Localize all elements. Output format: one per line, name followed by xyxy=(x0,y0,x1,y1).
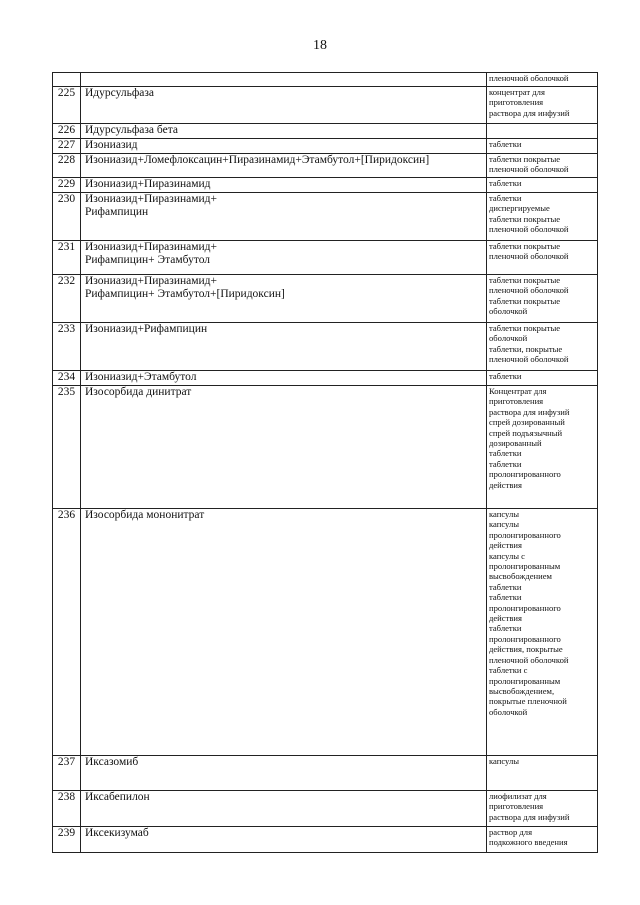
drug-name-cell xyxy=(81,139,487,154)
dosage-form-line: действия xyxy=(489,613,522,624)
dosage-form-line: приготовления xyxy=(489,801,544,812)
table-row xyxy=(53,87,598,124)
dosage-form-line: пролонгированного xyxy=(489,469,561,480)
drug-name-cell xyxy=(81,756,487,791)
dosage-form-line: капсулы xyxy=(489,509,520,519)
dosage-form-line: таблетки xyxy=(489,623,522,634)
row-number: 238 xyxy=(53,791,81,827)
dosage-form-cell xyxy=(487,87,598,124)
dosage-form-cell xyxy=(487,386,598,509)
dosage-form-line: пленочной оболочкой xyxy=(489,164,569,175)
dosage-form-line: пленочной оболочкой xyxy=(489,73,569,83)
drug-name-line: Изониазид+Рифампицин xyxy=(85,323,208,335)
dosage-form-line: капсулы xyxy=(489,519,520,530)
row-number xyxy=(53,73,81,87)
table-row xyxy=(53,193,598,241)
drug-name-line: Иксабепилон xyxy=(85,791,150,803)
table-row xyxy=(53,154,598,178)
row-number: 230 xyxy=(53,193,81,241)
row-number: 227 xyxy=(53,139,81,154)
dosage-form-cell xyxy=(487,275,598,323)
table-row xyxy=(53,791,598,827)
drug-name-line: Рифампицин xyxy=(85,205,149,218)
drug-name-cell xyxy=(81,323,487,371)
dosage-form-line: капсулы xyxy=(489,756,520,766)
drug-name-cell xyxy=(81,509,487,756)
row-number: 226 xyxy=(53,124,81,139)
drug-name-line: Изониазид+Пиразинамид+ xyxy=(85,275,218,287)
table-row xyxy=(53,178,598,193)
dosage-form-cell xyxy=(487,154,598,178)
dosage-form-cell xyxy=(487,139,598,154)
dosage-form-line: таблетки покрытые xyxy=(489,241,561,251)
dosage-form-cell xyxy=(487,509,598,756)
dosage-form-line: таблетки xyxy=(489,371,522,381)
row-number: 236 xyxy=(53,509,81,756)
dosage-form-line: действия xyxy=(489,479,522,490)
dosage-form-line: пленочной оболочкой xyxy=(489,654,569,665)
dosage-form-line: раствора для инфузий xyxy=(489,811,570,822)
drug-name-line: Изониазид+Пиразинамид xyxy=(85,178,211,190)
dosage-form-line: пролонгированным xyxy=(489,561,561,572)
drug-name-line: Изосорбида динитрат xyxy=(85,386,192,398)
table-row xyxy=(53,509,598,756)
dosage-form-line: действия xyxy=(489,540,522,551)
row-number: 229 xyxy=(53,178,81,193)
dosage-form-cell xyxy=(487,193,598,241)
dosage-form-line: таблетки покрытые xyxy=(489,154,561,164)
drug-name-cell xyxy=(81,791,487,827)
drug-name-line: Изониазид+Пиразинамид+ xyxy=(85,193,218,205)
dosage-form-line: раствор для xyxy=(489,827,533,837)
table-row xyxy=(53,275,598,323)
dosage-form-line: концентрат для xyxy=(489,87,545,97)
dosage-form-line: лиофилизат для xyxy=(489,791,547,801)
table-row xyxy=(53,756,598,791)
dosage-form-line: пролонгированным xyxy=(489,675,561,686)
dosage-form-cell xyxy=(487,73,598,87)
dosage-form-cell xyxy=(487,178,598,193)
dosage-form-line: покрытые пленочной xyxy=(489,696,567,707)
dosage-form-cell xyxy=(487,124,598,139)
table-row xyxy=(53,371,598,386)
dosage-form-line: таблетки xyxy=(489,581,522,592)
page-number: 18 xyxy=(313,38,327,53)
dosage-form-line: Концентрат для xyxy=(489,386,547,396)
dosage-form-line: спрей подъязычный xyxy=(489,427,563,438)
dosage-form-line: пленочной оболочкой xyxy=(489,251,569,262)
drug-name-cell xyxy=(81,154,487,178)
dosage-form-line: таблетки xyxy=(489,448,522,459)
drug-name-line: Изосорбида мононитрат xyxy=(85,509,205,521)
dosage-form-cell xyxy=(487,756,598,791)
drug-name-cell xyxy=(81,827,487,853)
dosage-form-cell xyxy=(487,241,598,275)
dosage-form-line: спрей дозированный xyxy=(489,417,565,428)
drug-name-line: Идурсульфаза xyxy=(85,87,155,99)
drug-name-line: Изониазид+Ломефлоксацин+Пиразинамид+Этамбутол+[Пиридоксин] xyxy=(85,154,430,166)
dosage-form-cell xyxy=(487,791,598,827)
row-number: 231 xyxy=(53,241,81,275)
drug-name-line: Иксазомиб xyxy=(85,756,139,768)
row-number: 234 xyxy=(53,371,81,386)
dosage-form-line: пролонгированного xyxy=(489,633,561,644)
dosage-form-line: диспергируемые xyxy=(489,203,550,214)
dosage-form-line: пролонгированного xyxy=(489,529,561,540)
dosage-form-line: раствора для инфузий xyxy=(489,406,570,417)
table-row xyxy=(53,73,598,87)
dosage-form-line: таблетки xyxy=(489,139,522,149)
drug-name-cell xyxy=(81,73,487,87)
dosage-form-line: дозированный xyxy=(489,438,542,449)
dosage-form-line: действия, покрытые xyxy=(489,644,563,655)
drug-name-line: Изониазид+Пиразинамид+ xyxy=(85,241,218,253)
drug-name-line: Рифампицин+ Этамбутол xyxy=(85,253,211,266)
table-row xyxy=(53,124,598,139)
dosage-form-line: таблетки xyxy=(489,178,522,188)
drug-name-line: Идурсульфаза бета xyxy=(85,124,178,136)
dosage-form-line: пролонгированного xyxy=(489,602,561,613)
table-row xyxy=(53,139,598,154)
dosage-form-line: подкожного введения xyxy=(489,837,568,848)
dosage-form-cell xyxy=(487,323,598,371)
row-number: 239 xyxy=(53,827,81,853)
dosage-form-line: приготовления xyxy=(489,396,544,407)
dosage-form-line: оболочкой xyxy=(489,706,528,717)
table-row xyxy=(53,827,598,853)
dosage-form-line: высвобождением xyxy=(489,571,552,582)
dosage-form-cell xyxy=(487,827,598,853)
row-number: 228 xyxy=(53,154,81,178)
drug-name-line: Изониазид xyxy=(85,139,138,151)
dosage-form-line: капсулы с xyxy=(489,550,525,561)
drug-name-cell xyxy=(81,87,487,124)
dosage-form-line: таблетки покрытые xyxy=(489,323,561,333)
table-row xyxy=(53,386,598,509)
dosage-form-line: таблетки xyxy=(489,193,522,203)
dosage-form-line: таблетки с xyxy=(489,665,528,676)
dosage-form-line: пленочной оболочкой xyxy=(489,354,569,365)
dosage-form-line: таблетки xyxy=(489,458,522,469)
dosage-form-line: приготовления xyxy=(489,97,544,108)
drug-name-line: Изониазид+Этамбутол xyxy=(85,371,197,383)
drug-name-line: Иксекизумаб xyxy=(85,827,149,839)
dosage-form-line: таблетки, покрытые xyxy=(489,343,563,354)
dosage-form-line: раствора для инфузий xyxy=(489,107,570,118)
dosage-form-line: таблетки покрытые xyxy=(489,275,561,285)
drug-name-cell xyxy=(81,178,487,193)
dosage-form-line: высвобождением, xyxy=(489,685,555,696)
dosage-form-line: таблетки покрытые xyxy=(489,213,561,224)
dosage-form-line: таблетки xyxy=(489,592,522,603)
table-row xyxy=(53,241,598,275)
row-number: 235 xyxy=(53,386,81,509)
dosage-form-line: пленочной оболочкой xyxy=(489,224,569,235)
row-number: 237 xyxy=(53,756,81,791)
drug-name-line: Рифампицин+ Этамбутол+[Пиридоксин] xyxy=(85,287,285,300)
dosage-form-line: пленочной оболочкой xyxy=(489,285,569,296)
table-row xyxy=(53,323,598,371)
drug-name-cell xyxy=(81,386,487,509)
row-number: 233 xyxy=(53,323,81,371)
dosage-form-line: оболочкой xyxy=(489,306,528,317)
drug-list-table xyxy=(52,72,598,853)
drug-name-cell xyxy=(81,241,487,275)
drug-name-cell xyxy=(81,371,487,386)
drug-name-cell xyxy=(81,124,487,139)
dosage-form-cell xyxy=(487,371,598,386)
row-number: 232 xyxy=(53,275,81,323)
dosage-form-line: таблетки покрытые xyxy=(489,295,561,306)
row-number: 225 xyxy=(53,87,81,124)
drug-name-cell xyxy=(81,193,487,241)
dosage-form-line: оболочкой xyxy=(489,333,528,344)
drug-name-cell xyxy=(81,275,487,323)
